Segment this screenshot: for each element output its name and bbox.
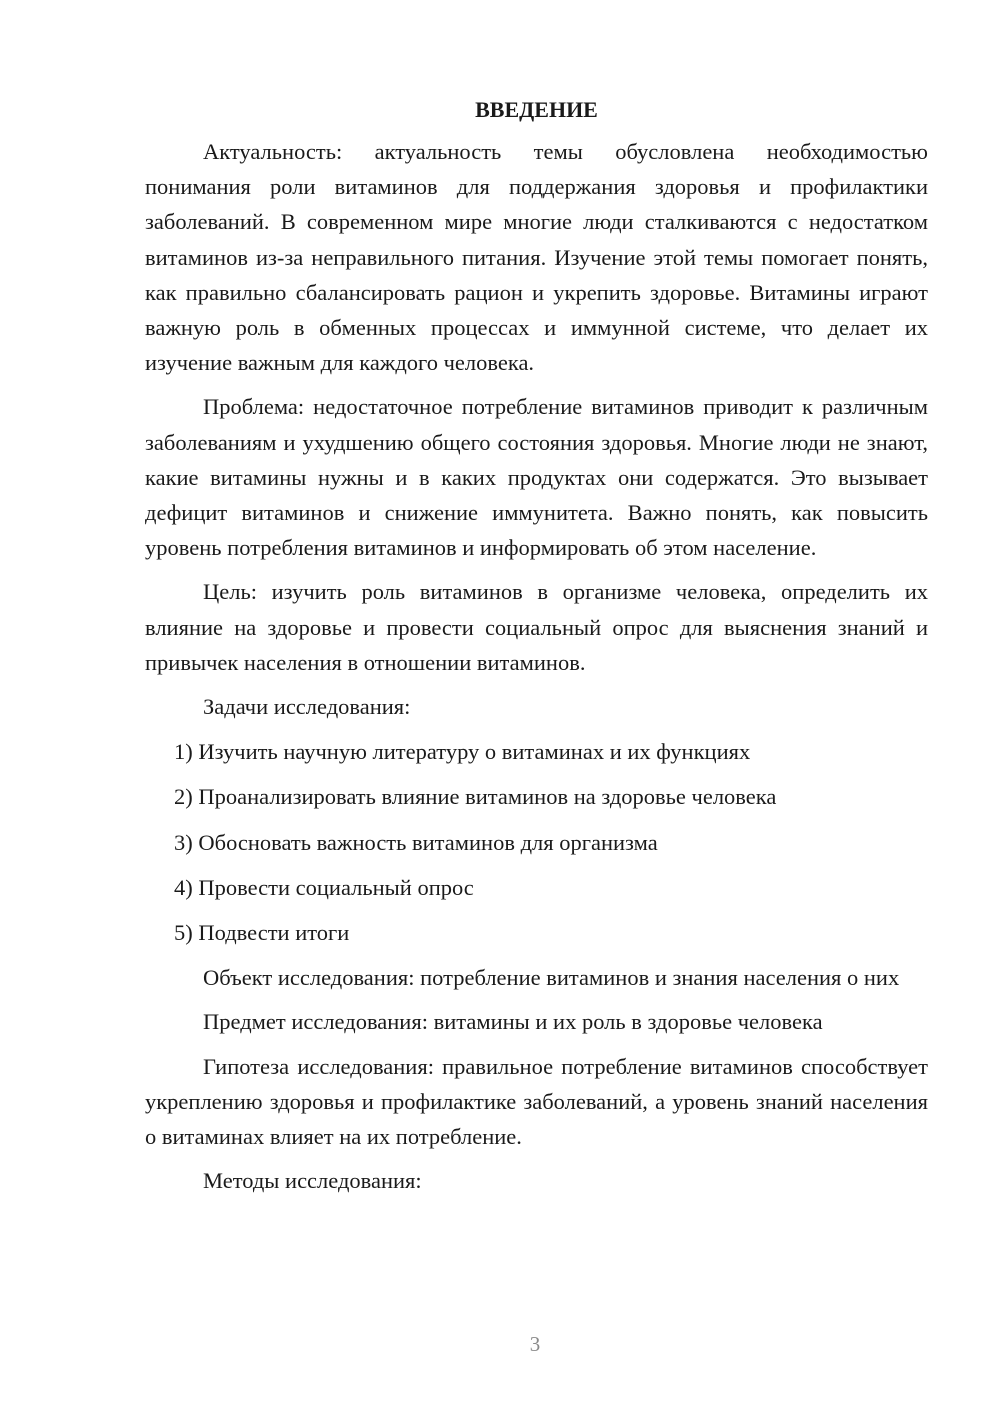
list-item: 5) Подвести итоги (174, 920, 350, 946)
tasks-title: Задачи исследования: (203, 694, 411, 720)
methods-title: Методы исследования: (203, 1168, 422, 1194)
problem-paragraph: Проблема: недостаточное потребление витаминов приводит к различным заболеваниям и ухудшению общего состояния здоровья. Многие люди не знают, какие витамины нужны и в каких продуктах они содержатся. Это вызывает дефицит витаминов и снижение иммунитета. Важно понять, как повысить уровень потребления витаминов и информировать об этом население. (145, 394, 928, 561)
relevance-paragraph: Актуальность: актуальность темы обусловлена необходимостью понимания роли витаминов для поддержания здоровья и профилактики заболеваний. В современном мире многие люди сталкиваются с недостатком витаминов из-за неправильного питания. Изучение этой темы помогает понять, как правильно сбалансировать рацион и укрепить здоровье. Витамины играют важную роль в обменных процессах и иммунной системе, что делает их изучение важным для каждого человека. (145, 139, 928, 376)
page-number: 3 (529, 1332, 541, 1356)
section-heading: ВВЕДЕНИЕ (475, 97, 598, 122)
goal-paragraph: Цель: изучить роль витаминов в организме человека, определить их влияние на здоровье и провести социальный опрос для выяснения знаний и привычек населения в отношении витаминов. (145, 579, 928, 675)
object-paragraph: Объект исследования: потребление витаминов и знания населения о них (203, 965, 900, 991)
hypothesis-paragraph: Гипотеза исследования: правильное потребление витаминов способствует укреплению здоровья и профилактике заболеваний, а уровень знаний населения о витаминах влияет на их потребление. (145, 1053, 928, 1150)
list-item: 2) Проанализировать влияние витаминов на здоровье человека (174, 784, 777, 810)
list-item: 3) Обосновать важность витаминов для организма (174, 829, 658, 855)
subject-paragraph: Предмет исследования: витамины и их роль в здоровье человека (203, 1009, 823, 1035)
document-page (145, 95, 928, 1208)
list-item: 4) Провести социальный опрос (174, 874, 474, 900)
tasks-list (145, 734, 928, 950)
list-item: 1) Изучить научную литературу о витаминах и их функциях (174, 739, 751, 765)
